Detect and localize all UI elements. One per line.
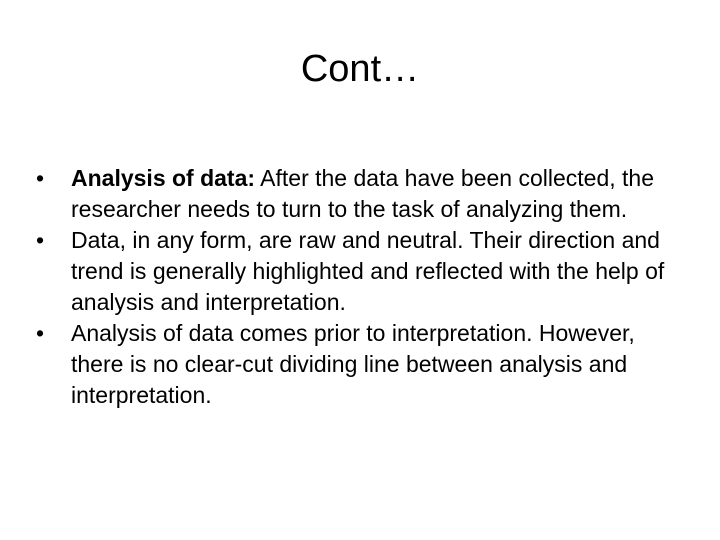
bullet-item-data-raw-neutral [36,225,676,318]
slide-title: Cont… [300,48,420,90]
bullet-text: Data, in any form, are raw and neutral. Their direction and trend is generally highlighted and reflected with the help of analysis and interpretation. [71,227,665,315]
bullet-icon: • [36,165,45,191]
bullet-text: Analysis of data comes prior to interpretation. However, there is no clear-cut dividing line between analysis and interpretation. [71,320,635,408]
bullet-text: After the data have been collected, the researcher needs to turn to the task of analyzing them. [71,165,654,222]
bullet-icon: • [36,320,45,346]
bullet-item-analysis-of-data [36,163,676,225]
bullet-list [36,163,676,411]
bullet-item-analysis-prior-interpretation [36,318,676,411]
bullet-icon: • [36,227,45,253]
bullet-lead-text: Analysis of data: [71,165,256,191]
